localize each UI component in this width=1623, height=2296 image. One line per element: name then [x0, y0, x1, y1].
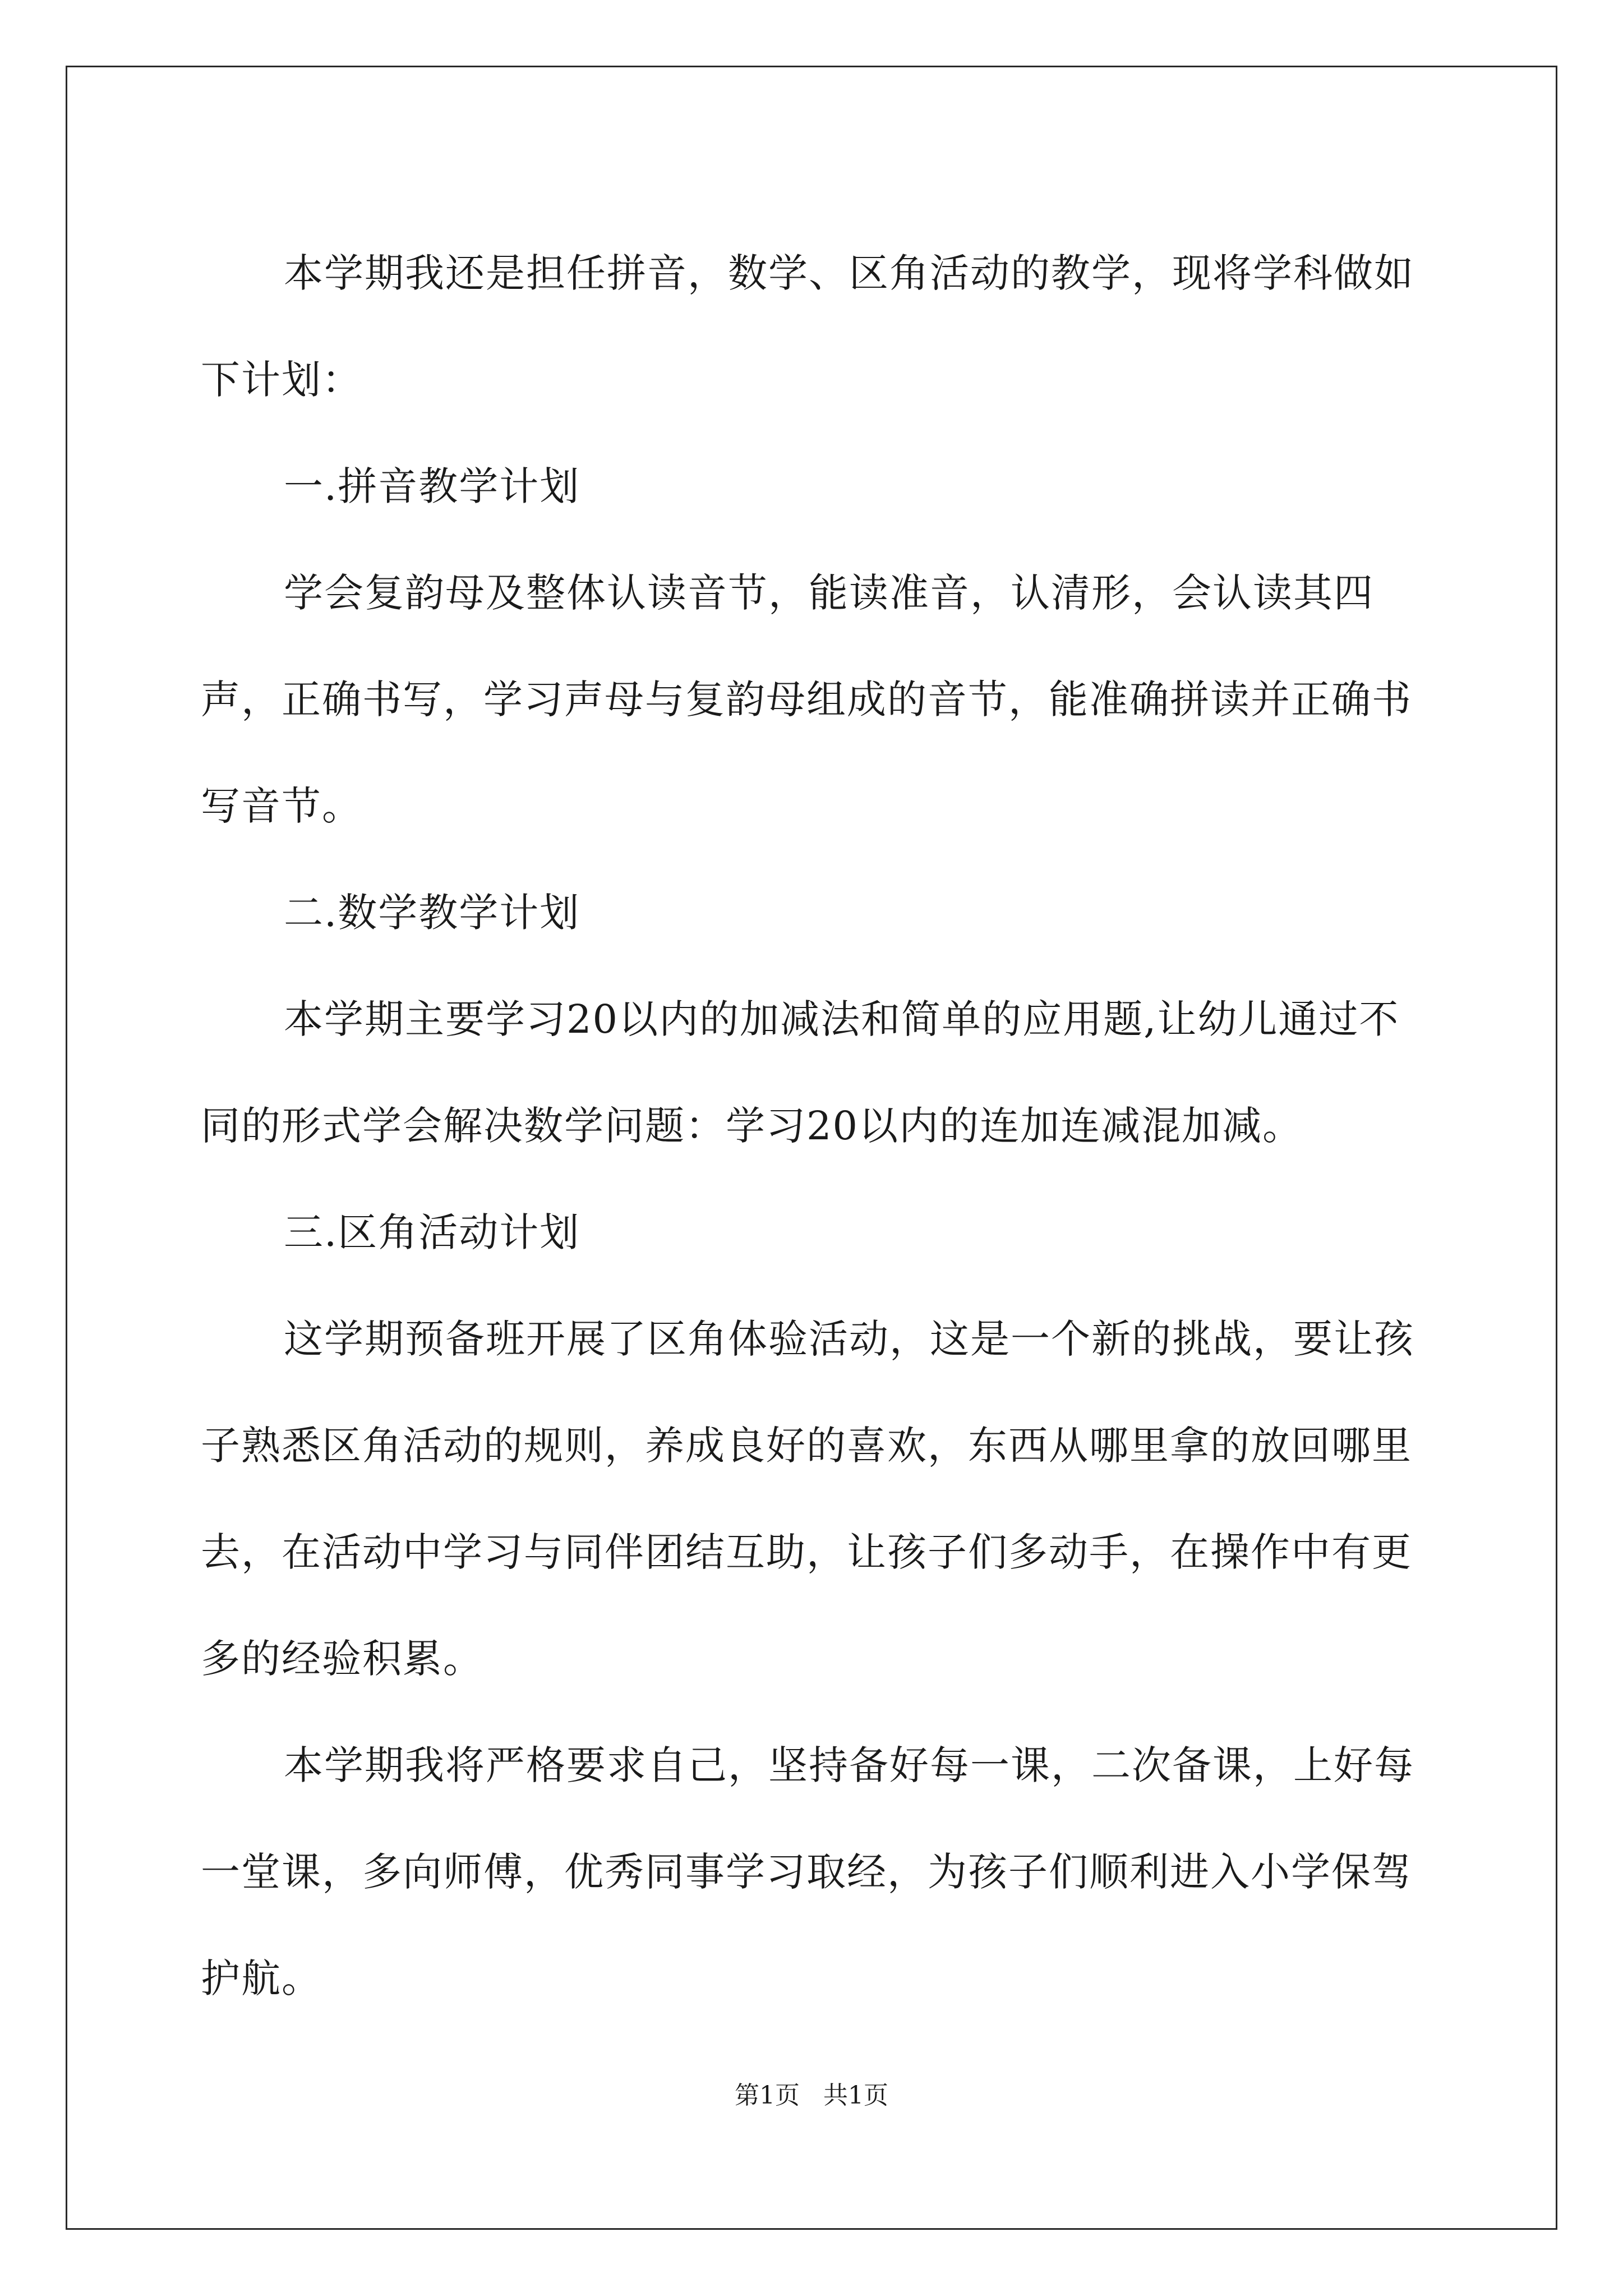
math-paragraph: 本学期主要学习20以内的加减法和简单的应用题,让幼儿通过不同的形式学会解决数学问题：学习20以内的连加连减混加减。 [201, 996, 1400, 1149]
page-number: 第1页 [735, 2081, 800, 2110]
section-heading-pinyin: 一.拼音教学计划 [284, 463, 580, 509]
activity-paragraph: 这学期预备班开展了区角体验活动，这是一个新的挑战，要让孩子熟悉区角活动的规则，养成良好的喜欢，东西从哪里拿的放回哪里去，在活动中学习与同伴团结互助，让孩子们多动手，在操作中有更多的经验积累。 [201, 1316, 1414, 1682]
document-body [201, 220, 1429, 2032]
section-heading-activity: 三.区角活动计划 [284, 1209, 580, 1255]
section-heading-math: 二.数学教学计划 [284, 890, 580, 936]
page-total: 共1页 [823, 2081, 888, 2110]
intro-paragraph: 本学期我还是担任拼音，数学、区角活动的教学，现将学科做如下计划： [201, 250, 1414, 403]
page-footer [0, 2079, 1623, 2113]
pinyin-paragraph: 学会复韵母及整体认读音节，能读准音，认清形，会认读其四声，正确书写，学习声母与复韵母组成的音节，能准确拼读并正确书写音节。 [201, 570, 1412, 829]
closing-paragraph: 本学期我将严格要求自己，坚持备好每一课，二次备课，上好每一堂课，多向师傅，优秀同事学习取经，为孩子们顺利进入小学保驾护航。 [201, 1742, 1414, 2001]
